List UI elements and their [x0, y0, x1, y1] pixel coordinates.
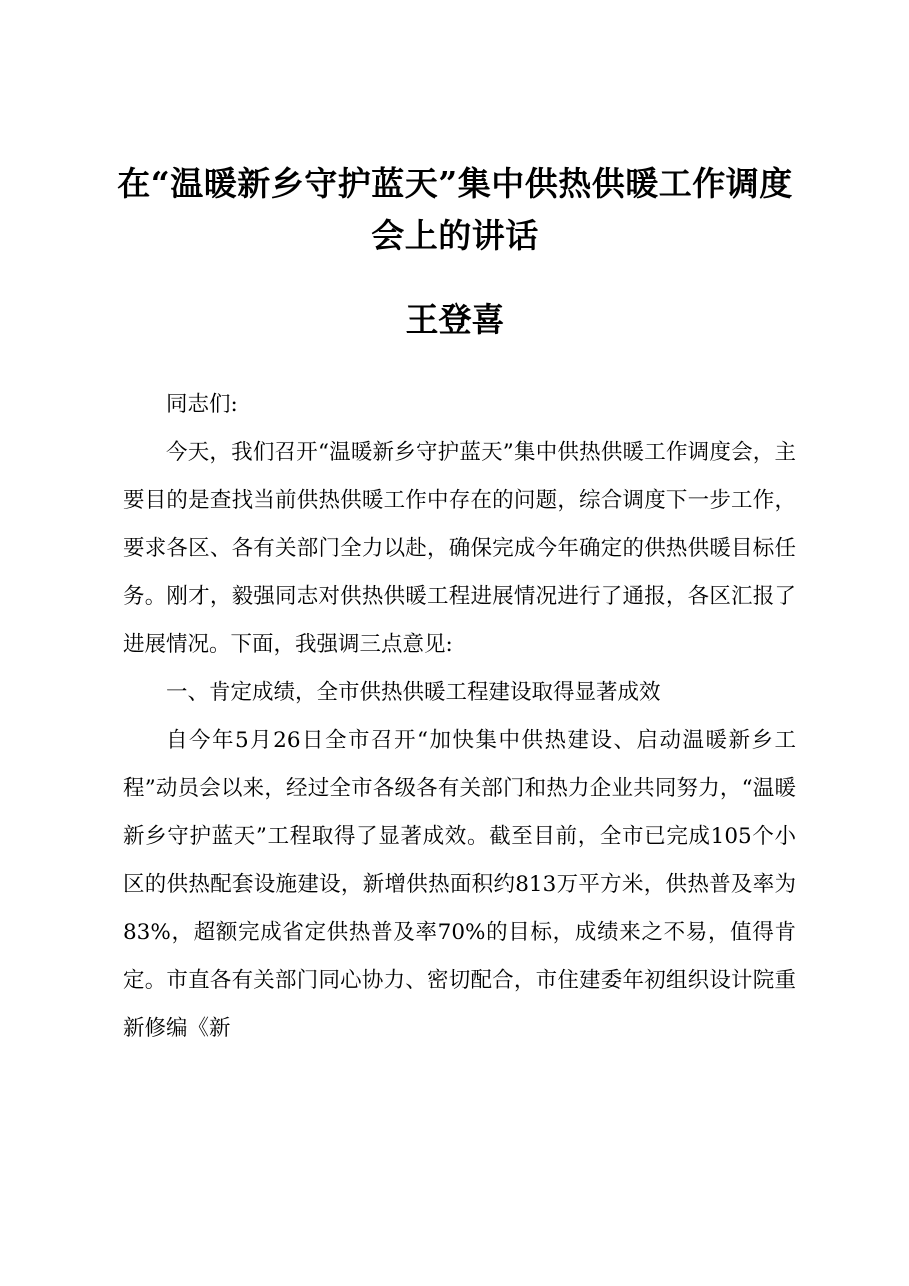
paragraph-intro: 今天，我们召开“温暖新乡守护蓝天”集中供热供暖工作调度会，主要目的是查找当前供热供暖工作中存在的问题，综合调度下一步工作，要求各区、各有关部门全力以赴，确保完成今年确定的供热供暖目标任务。刚才，毅强同志对供热供暖工程进展情况进行了通报，各区汇报了进展情况。下面，我强调三点意见:: [123, 440, 796, 657]
salutation: 同志们:: [166, 392, 238, 417]
paragraph-achievements: 自今年5月26日全市召开“加快集中供热建设、启动温暖新乡工程”动员会以来，经过全市各级各有关部门和热力企业共同努力，“温暖新乡守护蓝天”工程取得了显著成效。截至目前，全市已完成105个小区的供热配套设施建设，新增供热面积约813万平方米，供热普及率为83%，超额完成省定供热普及率70%的目标，成绩来之不易，值得肯定。市直各有关部门同心协力、密切配合，市住建委年初组织设计院重新修编《新: [123, 728, 796, 1041]
document-title: 在“温暖新乡守护蓝天”集中供热供暖工作调度会上的讲话: [117, 164, 793, 255]
document-body: [123, 381, 796, 1053]
section-heading-1: 一、肯定成绩，全市供热供暖工程建设取得显著成效: [166, 680, 661, 705]
author-name: 王登喜: [405, 300, 505, 339]
